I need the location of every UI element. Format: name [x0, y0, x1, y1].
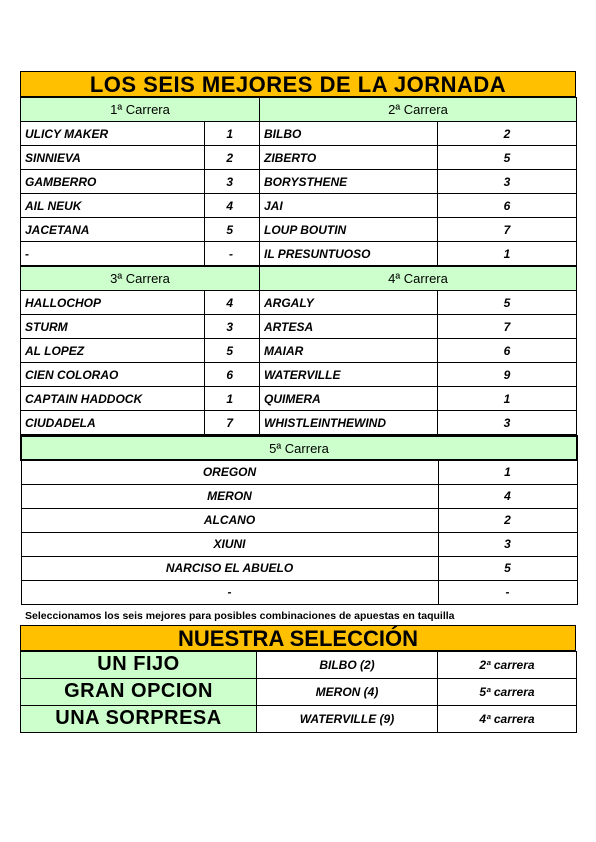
table-row [21, 170, 577, 194]
horse-name: JACETANA [21, 218, 205, 242]
race-sheet [20, 71, 576, 733]
selection-race: 5ª carrera [438, 678, 577, 705]
horse-number: 5 [205, 339, 260, 363]
horse-number: 6 [438, 339, 577, 363]
race-5-table [20, 435, 578, 605]
race-1-header: 1ª Carrera [21, 98, 260, 122]
races-top-table [20, 97, 577, 266]
horse-number: 3 [438, 411, 577, 435]
horse-name: QUIMERA [260, 387, 438, 411]
horse-name: AL LOPEZ [21, 339, 205, 363]
horse-number: 6 [438, 194, 577, 218]
horse-number: - [438, 580, 577, 604]
horse-number: 5 [438, 291, 577, 315]
horse-name: - [21, 580, 438, 604]
horse-name: IL PRESUNTUOSO [260, 242, 438, 266]
horse-number: 3 [438, 170, 577, 194]
horse-number: 4 [205, 194, 260, 218]
horse-number: 5 [438, 146, 577, 170]
table-row [21, 218, 577, 242]
horse-name: ULICY MAKER [21, 122, 205, 146]
race-3-header: 3ª Carrera [21, 267, 260, 291]
race-5-header: 5ª Carrera [21, 436, 577, 460]
table-row [21, 242, 577, 266]
horse-number: 2 [205, 146, 260, 170]
horse-number: 3 [205, 315, 260, 339]
selection-race: 4ª carrera [438, 705, 577, 732]
horse-number: 2 [438, 122, 577, 146]
horse-name: ARTESA [260, 315, 438, 339]
selection-pick: MERON (4) [257, 678, 438, 705]
selection-title: NUESTRA SELECCIÓN [20, 625, 576, 651]
selection-label: UNA SORPRESA [21, 705, 257, 732]
selection-pick: BILBO (2) [257, 651, 438, 678]
horse-name: AIL NEUK [21, 194, 205, 218]
horse-name: CIEN COLORAO [21, 363, 205, 387]
horse-name: SINNIEVA [21, 146, 205, 170]
selection-table [20, 651, 577, 733]
horse-name: MAIAR [260, 339, 438, 363]
horse-number: 4 [205, 291, 260, 315]
table-row [21, 411, 577, 435]
horse-name: WHISTLEINTHEWIND [260, 411, 438, 435]
selection-row [21, 705, 577, 732]
horse-name: OREGON [21, 460, 438, 484]
selection-label: UN FIJO [21, 651, 257, 678]
selection-row [21, 678, 577, 705]
races-mid-table [20, 266, 577, 435]
horse-number: 6 [205, 363, 260, 387]
selection-race: 2ª carrera [438, 651, 577, 678]
horse-name: JAI [260, 194, 438, 218]
horse-number: 3 [205, 170, 260, 194]
horse-number: 7 [205, 411, 260, 435]
horse-number: 3 [438, 532, 577, 556]
selection-label: GRAN OPCION [21, 678, 257, 705]
page-title: LOS SEIS MEJORES DE LA JORNADA [20, 71, 576, 97]
table-row [21, 580, 577, 604]
table-row [21, 387, 577, 411]
selection-pick: WATERVILLE (9) [257, 705, 438, 732]
horse-name: STURM [21, 315, 205, 339]
table-row [21, 122, 577, 146]
horse-name: NARCISO EL ABUELO [21, 556, 438, 580]
table-row [21, 194, 577, 218]
horse-name: CIUDADELA [21, 411, 205, 435]
table-row [21, 460, 577, 484]
table-row [21, 291, 577, 315]
horse-number: 1 [438, 242, 577, 266]
horse-name: WATERVILLE [260, 363, 438, 387]
horse-number: 5 [205, 218, 260, 242]
horse-number: 9 [438, 363, 577, 387]
horse-number: 2 [438, 508, 577, 532]
horse-name: CAPTAIN HADDOCK [21, 387, 205, 411]
horse-name: MERON [21, 484, 438, 508]
table-row [21, 146, 577, 170]
horse-number: 1 [438, 460, 577, 484]
table-row [21, 315, 577, 339]
table-row [21, 363, 577, 387]
horse-name: BORYSTHENE [260, 170, 438, 194]
table-row [21, 508, 577, 532]
race-2-header: 2ª Carrera [260, 98, 577, 122]
horse-name: LOUP BOUTIN [260, 218, 438, 242]
horse-number: 4 [438, 484, 577, 508]
horse-name: HALLOCHOP [21, 291, 205, 315]
table-row [21, 532, 577, 556]
horse-number: - [205, 242, 260, 266]
table-row [21, 484, 577, 508]
horse-number: 5 [438, 556, 577, 580]
horse-number: 7 [438, 315, 577, 339]
selection-row [21, 651, 577, 678]
horse-number: 1 [205, 387, 260, 411]
horse-number: 7 [438, 218, 577, 242]
table-row [21, 339, 577, 363]
horse-name: - [21, 242, 205, 266]
race-4-header: 4ª Carrera [260, 267, 577, 291]
horse-name: XIUNI [21, 532, 438, 556]
horse-name: ARGALY [260, 291, 438, 315]
selection-note: Seleccionamos los seis mejores para posibles combinaciones de apuestas en taquilla [25, 609, 455, 622]
horse-name: ALCANO [21, 508, 438, 532]
table-row [21, 556, 577, 580]
horse-number: 1 [438, 387, 577, 411]
horse-name: ZIBERTO [260, 146, 438, 170]
horse-name: GAMBERRO [21, 170, 205, 194]
horse-number: 1 [205, 122, 260, 146]
horse-name: BILBO [260, 122, 438, 146]
